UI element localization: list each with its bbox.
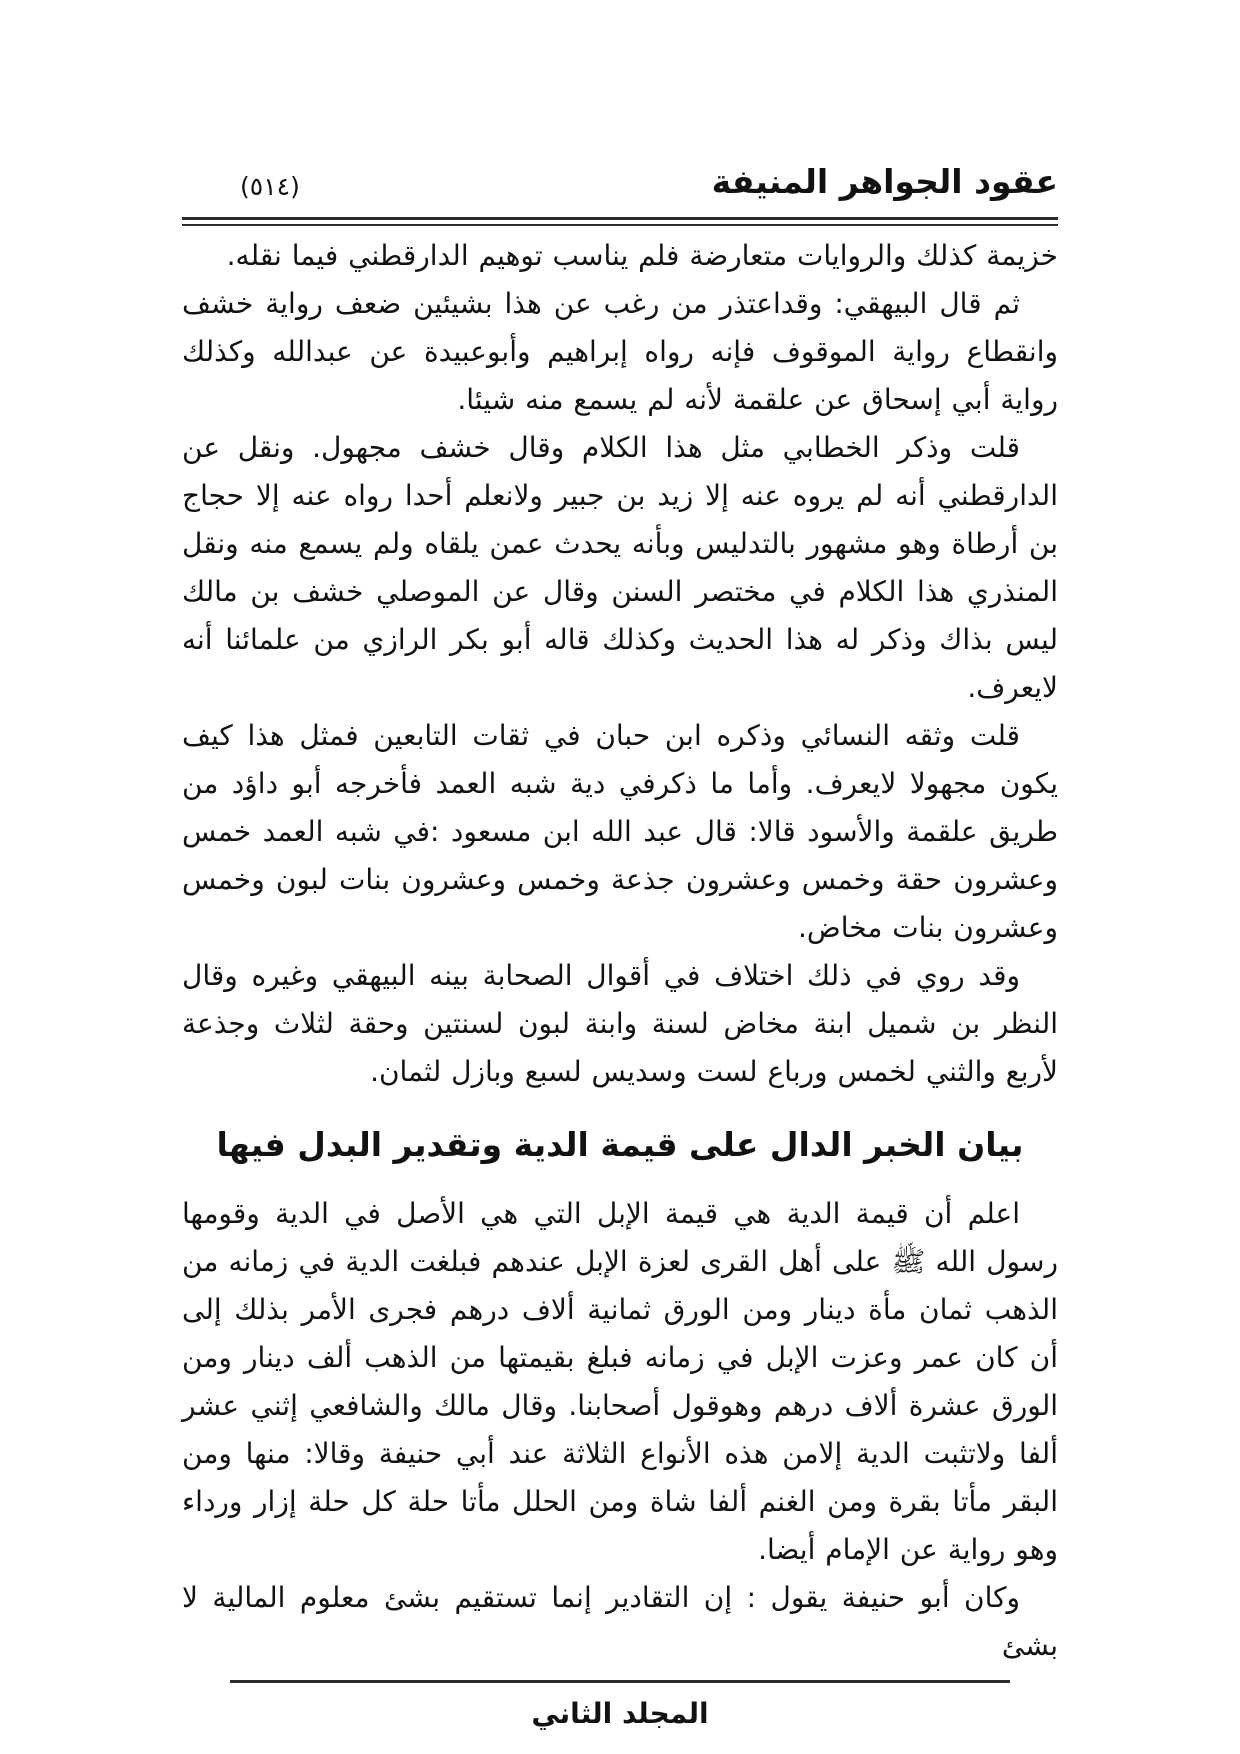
body-paragraph: ثم قال البيهقي: وقداعتذر من رغب عن هذا بشيئين ضعف رواية خشف وانقطاع رواية الموقوف فإنه رواه إبراهيم وأبوعبيدة عن عبدالله وكذلك رواية أبي إسحاق عن علقمة لأنه لم يسمع منه شيئا. [182, 287, 1058, 416]
body-paragraph: قلت وذكر الخطابي مثل هذا الكلام وقال خشف مجهول. ونقل عن الدارقطني أنه لم يروه عنه إلا زيد بن جبير ولانعلم أحدا رواه عنه إلا حجاج بن أرطاة وهو مشهور بالتدليس وبأنه يحدث عمن يلقاه ولم يسمع منه ونقل المنذري هذا الكلام في مختصر السنن وقال عن الموصلي خشف بن مالك ليس بذاك وذكر له هذا الحديث وكذلك قاله أبو بكر الرازي من علمائنا أنه لايعرف. [182, 431, 1058, 704]
page-body [182, 226, 1058, 1670]
body-paragraph: خزيمة كذلك والروايات متعارضة فلم يناسب توهيم الدارقطني فيما نقله. [226, 239, 1058, 272]
volume-label: المجلد الثاني [531, 1697, 709, 1730]
body-paragraph: قلت وثقه النسائي وذكره ابن حبان في ثقات التابعين فمثل هذا كيف يكون مجهولا لايعرف. وأما ما ذكرفي دية شبه العمد فأخرجه أبو داؤد من طريق علقمة والأسود قالا: قال عبد الله ابن مسعود :في شبه العمد خمس وعشرون حقة وخمس وعشرون جذعة وخمس وعشرون بنات لبون وخمس وعشرون بنات مخاض. [182, 719, 1058, 944]
body-paragraph: وكان أبو حنيفة يقول : إن التقادير إنما تستقيم بشئ معلوم المالية لا بشئ [182, 1581, 1058, 1662]
header-double-rule [182, 217, 1058, 226]
body-paragraph: اعلم أن قيمة الدية هي قيمة الإبل التي هي الأصل في الدية وقومها رسول الله ﷺ على أهل القرى لعزة الإبل عندهم فبلغت الدية في زمانه من الذهب ثمان مأة دينار ومن الورق ثمانية ألاف درهم فجرى الأمر بذلك إلى أن كان عمر وعزت الإبل في زمانه فبلغ بقيمتها من الذهب ألف دينار ومن الورق عشرة ألاف درهم وهوقول أصحابنا. وقال مالك والشافعي إثني عشر ألفا ولاتثبت الدية إلامن هذه الأنواع الثلاثة عند أبي حنيفة وقالا: منها ومن البقر مأتا بقرة ومن الغنم ألفا شاة ومن الحلل مأتا حلة كل حلة إزار ورداء وهو رواية عن الإمام أيضا. [182, 1197, 1058, 1566]
page-footer [182, 1680, 1058, 1745]
section-heading: بيان الخبر الدال على قيمة الدية وتقدير البدل فيها [216, 1125, 1024, 1164]
body-paragraph: وقد روي في ذلك اختلاف في أقوال الصحابة بينه البيهقي وغيره وقال النظر بن شميل ابنة مخاض لسنة وابنة لبون لسنتين وحقة لثلاث وجذعة لأربع والثني لخمس ورباع لست وسديس لسبع وبازل لثمان. [182, 959, 1058, 1088]
book-title: عقود الجواهر المنيفة [711, 162, 1058, 201]
page-header [182, 162, 1058, 217]
page-number: (٥١٤) [240, 172, 300, 201]
